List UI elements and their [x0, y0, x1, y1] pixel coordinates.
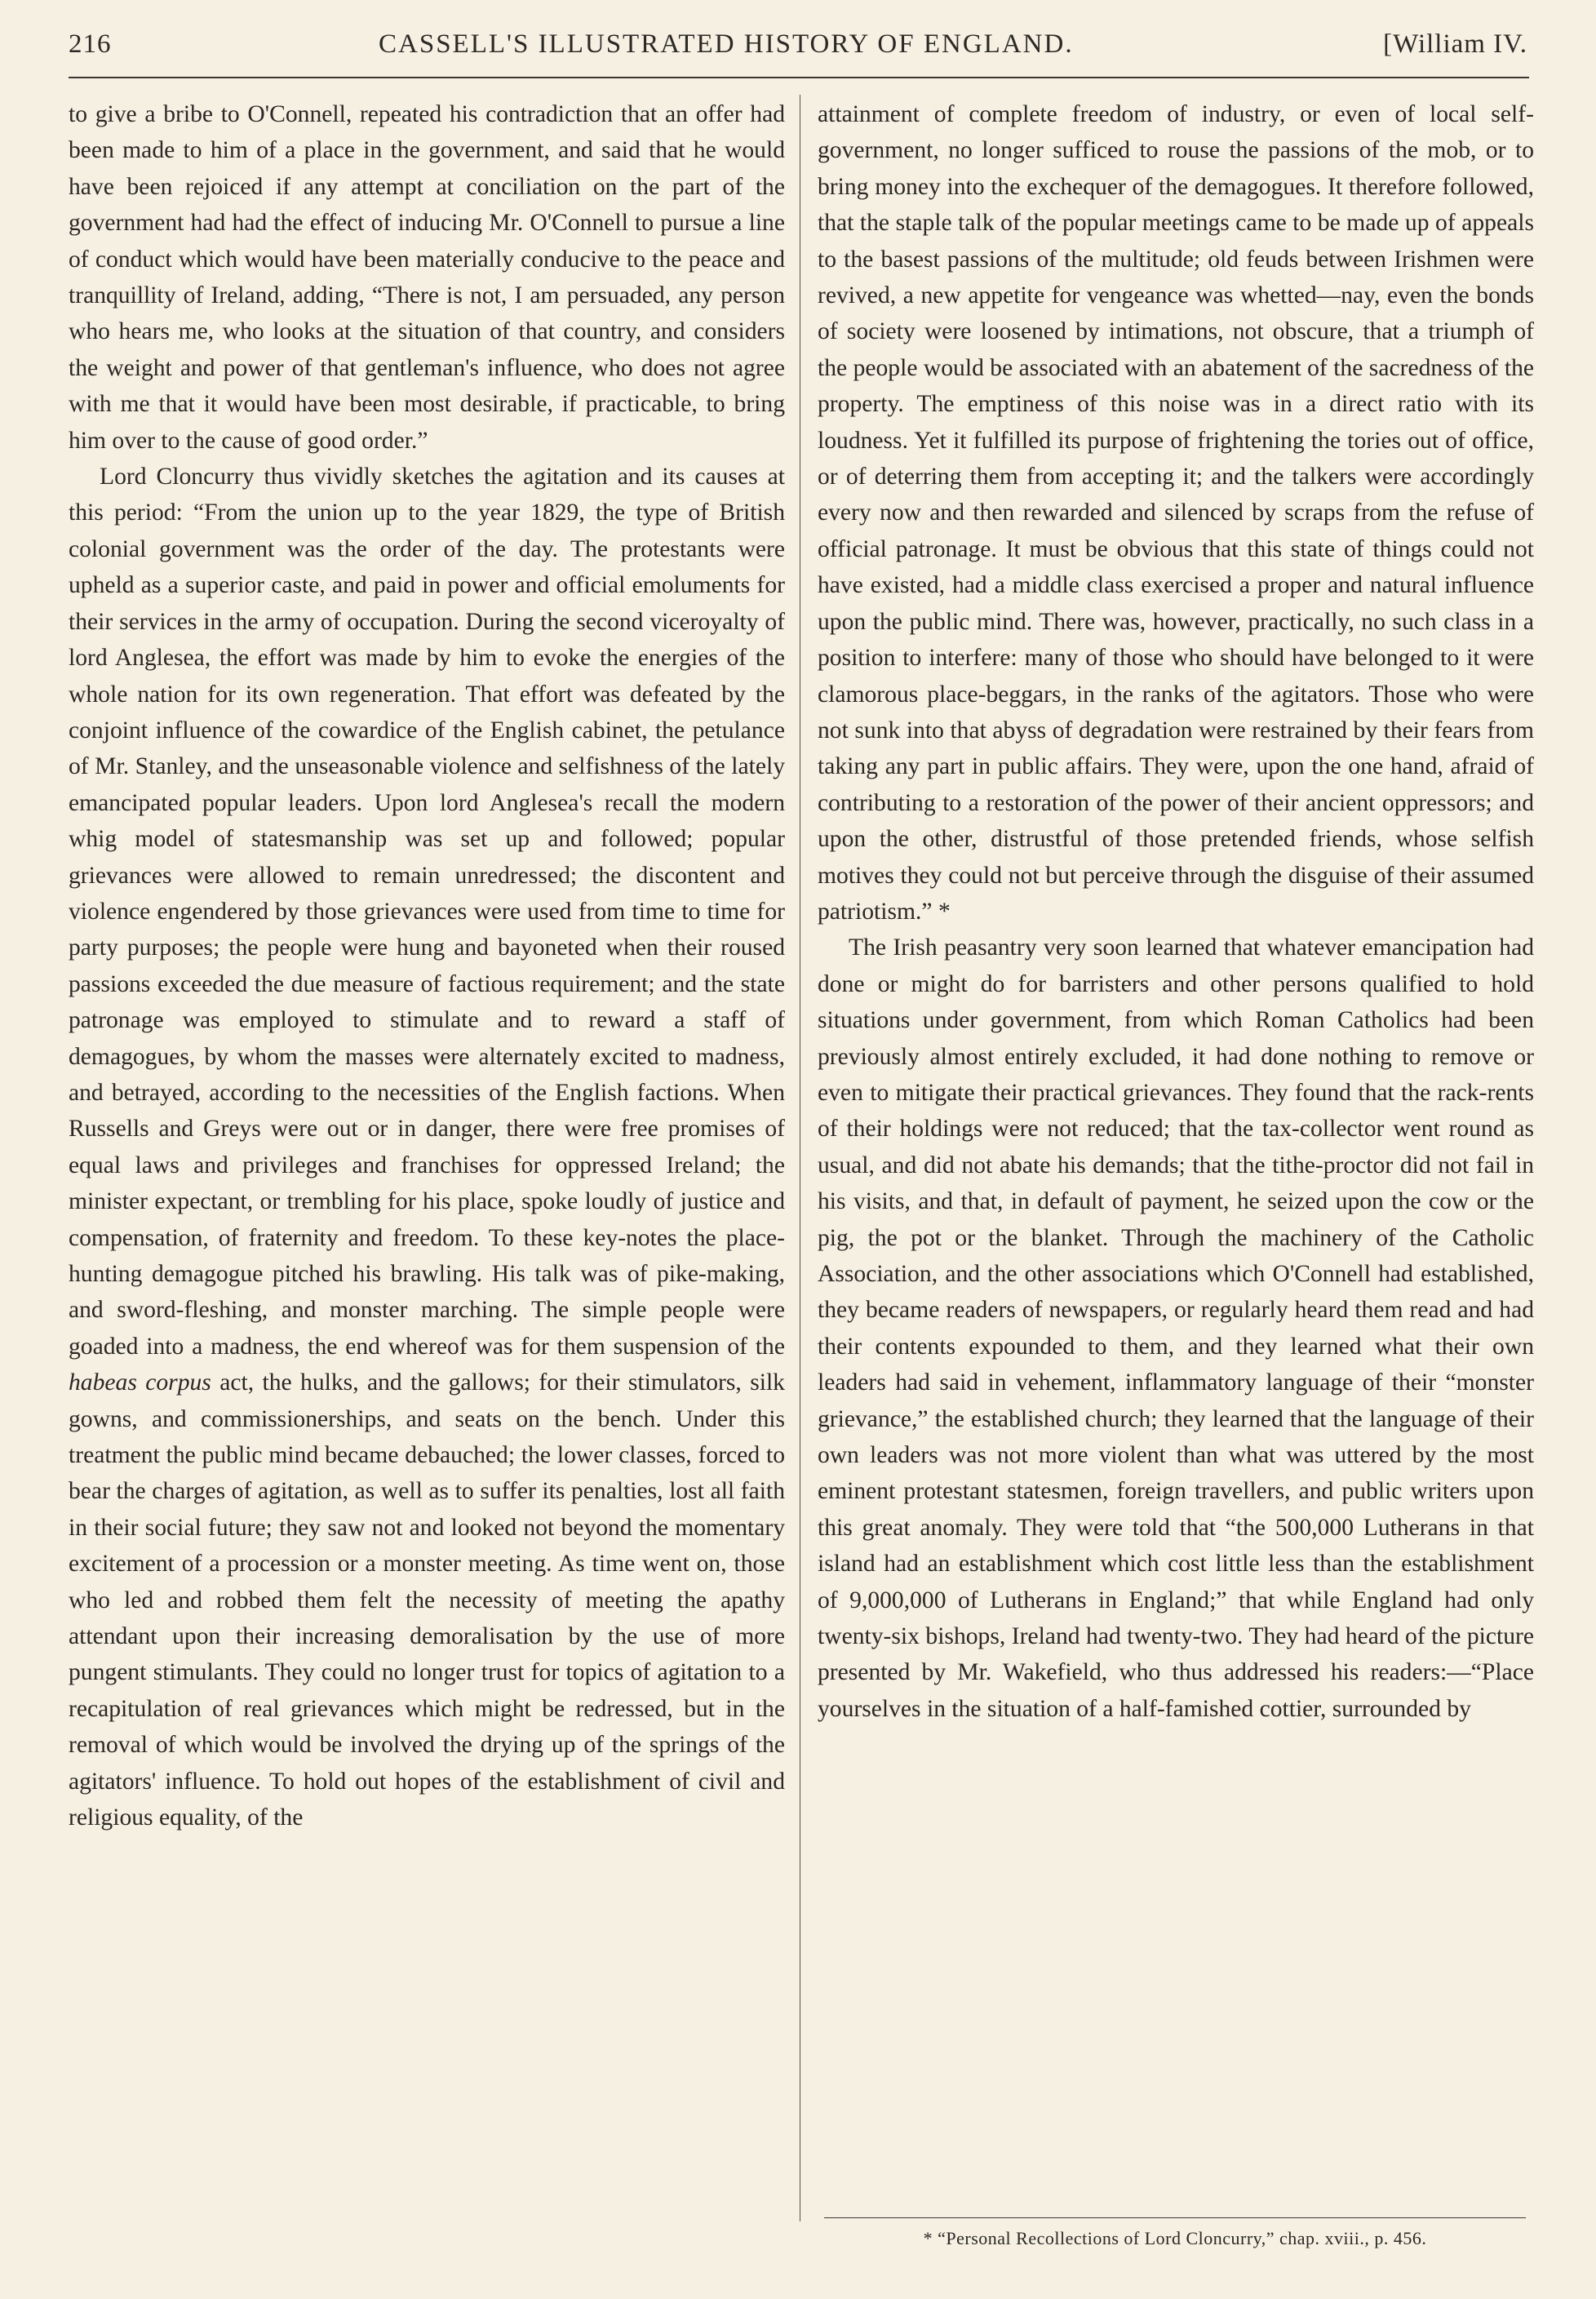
footnote-rule [824, 2217, 1526, 2218]
paragraph-cloncurry [69, 459, 785, 1835]
running-header [69, 24, 1527, 70]
habeas-corpus-italic: habeas corpus [69, 1369, 211, 1396]
paragraph-cloncurry-text-a: Lord Cloncurry thus vividly sketches the agitation and its causes at this period: “From the union up to the year 1829, the type of British colonial government was the order of the day. The protestants were upheld as a superior caste, and paid in power and official emoluments for their services in the army of occupation. During the second viceroyalty of lord Anglesea, the effort was made by him to evoke the energies of the whole nation for its own regeneration. That effort was defeated by the conjoint influence of the cowardice of the English cabinet, the petulance of Mr. Stanley, and the unseasonable violence and selfishness of the lately emancipated popular leaders. Upon lord Anglesea's recall the modern whig model of statesmanship was set up and followed; popular grievances were allowed to remain unredressed; the discontent and violence engendered by those grievances were used from time to time for party purposes; the people were hung and bayoneted when their roused passions exceeded the due measure of factious requirement; and the state patronage was employed to stimulate and to reward a staff of demagogues, by whom the masses were alternately excited to madness, and betrayed, according to the necessities of the English factions. When Russells and Greys were out or in danger, there were free promises of equal laws and privileges and franchises for oppressed Ireland; the minister expectant, or trembling for his place, spoke loudly of justice and compensation, of fraternity and freedom. To these key-notes the place-hunting demagogue pitched his brawling. His talk was of pike-making, and sword-fleshing, and monster marching. The simple people were goaded into a madness, the end whereof was for them suspension of the [69, 464, 785, 1360]
left-column [69, 96, 785, 1836]
paragraph-cloncurry-continued: attainment of complete freedom of industry, or even of local self-government, no longer sufficed to rouse the passions of the mob, or to bring money into the exchequer of the demagogues. It therefore followed, that the staple talk of the popular meetings came to be made up of appeals to the basest passions of the multitude; old feuds between Irishmen were revived, a new appetite for vengeance was whetted—nay, even the bonds of society were loosened by intimations, not obscure, that a triumph of the people would be associated with an abatement of the sacredness of the property. The emptiness of this noise was in a direct ratio with its loudness. Yet it fulfilled its purpose of frightening the tories out of office, or of deterring them from accepting it; and the talkers were accordingly every now and then rewarded and silenced by scraps from the refuse of official patronage. It must be obvious that this state of things could not have existed, had a middle class exercised a proper and natural influence upon the public mind. There was, however, practically, no such class in a position to interfere: many of those who should have belonged to it were clamorous place-beggars, in the ranks of the agitators. Those who were not sunk into that abyss of degradation were restrained by their fears from taking any part in public affairs. They were, upon the one hand, afraid of contributing to a restoration of the power of their ancient oppressors; and upon the other, distrustful of those pretended friends, whose selfish motives they could not but perceive through the disguise of their assumed patriotism.” * [818, 101, 1534, 925]
header-rule [69, 77, 1529, 78]
footnote: * “Personal Recollections of Lord Cloncurry,” chap. xviii., p. 456. [923, 2228, 1427, 2248]
right-column [818, 96, 1534, 1727]
paragraph-cloncurry-text-b: act, the hulks, and the gallows; for their stimulators, silk gowns, and commissionerships, and seats on the bench. Under this treatment the public mind became debauched; the lower classes, forced to bear the charges of agitation, as well as to suffer its penalties, lost all faith in their social future; they saw not and looked not beyond the momentary excitement of a procession or a monster meeting. As time went on, those who led and robbed them felt the necessity of meeting the apathy attendant upon their increasing demoralisation by the use of more pungent stimulants. They could no longer trust for topics of agitation to a recapitulation of real grievances which might be redressed, but in the removal of which would be involved the drying up of the springs of the agitators' influence. To hold out hopes of the establishment of civil and religious equality, of the [69, 1369, 785, 1831]
paragraph-irish-peasantry: The Irish peasantry very soon learned that whatever emancipation had done or might do for barristers and other persons qualified to hold situations under government, from which Roman Catholics had been previously almost entirely excluded, it had done nothing to remove or even to mitigate their practical grievances. They found that the rack-rents of their holdings were not reduced; that the tax-collector went round as usual, and did not abate his demands; that the tithe-proctor did not fail in his visits, and that, in default of payment, he seized upon the cow or the pig, the pot or the blanket. Through the machinery of the Catholic Association, and the other associations which O'Connell had established, they became readers of newspapers, or regularly heard them read and had their contents expounded to them, and they learned what their own leaders had said in vehement, inflammatory language of their “monster grievance,” the established church; they learned that the language of their own leaders was not more violent than what was uttered by the most eminent protestant statesmen, foreign travellers, and public writers upon this great anomaly. They were told that “the 500,000 Lutherans in that island had an establishment which cost little less than the establishment of 9,000,000 of Lutherans in England;” that while England had only twenty-six bishops, Ireland had twenty-two. They had heard of the picture presented by Mr. Wakefield, who thus addressed his readers:—“Place yourselves in the situation of a half-famished cottier, surrounded by [818, 934, 1534, 1722]
section-label: [William IV. [1383, 29, 1527, 59]
book-title: CASSELL'S ILLUSTRATED HISTORY OF ENGLAND. [379, 29, 1074, 59]
page-number: 216 [69, 29, 112, 59]
paragraph-oconnell-bribe: to give a bribe to O'Connell, repeated his contradiction that an offer had been made to him of a place in the government, and said that he would have been rejoiced if any attempt at conciliation on the part of the government had had the effect of inducing Mr. O'Connell to pursue a line of conduct which would have been materially conducive to the peace and tranquillity of Ireland, adding, “There is not, I am persuaded, any person who hears me, who looks at the situation of that country, and considers the weight and power of that gentleman's influence, who does not agree with me that it would have been most desirable, if practicable, to bring him over to the cause of good order.” [69, 101, 785, 454]
